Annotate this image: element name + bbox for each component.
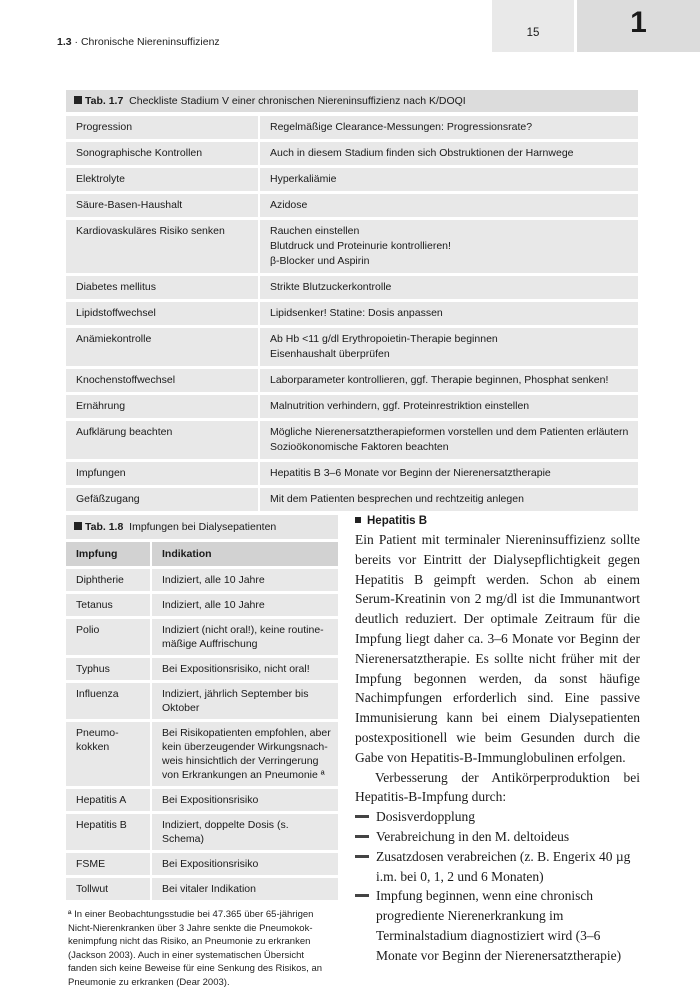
cell-line: Malnutrition verhindern, ggf. Proteinrestriktion einstellen bbox=[270, 400, 530, 412]
table-row bbox=[66, 459, 638, 485]
cell-line: kokken bbox=[76, 741, 110, 753]
cell-line: Polio bbox=[76, 624, 100, 636]
table-row bbox=[66, 418, 638, 459]
cell-line: Nicht-Nierenkranken über 3 Jahre senkte die Pneumokok- bbox=[68, 922, 313, 934]
table-row bbox=[66, 273, 638, 299]
cell-line: Indiziert, jährlich September bis bbox=[162, 688, 309, 700]
cell-line: Azidose bbox=[270, 199, 308, 211]
cell-line: Bei Expositionsrisiko, nicht oral! bbox=[162, 663, 310, 675]
cell-line: Lipidsenker! Statine: Dosis anpassen bbox=[270, 307, 443, 319]
page-number-box bbox=[492, 0, 574, 52]
cell-line: Tetanus bbox=[76, 599, 113, 611]
cell-topic: Gefäßzugang bbox=[76, 493, 140, 505]
list-item-text: Impfung beginnen, wenn eine chronisch progrediente Nierenerkrankung im Terminalstadium diagnostiziert wird (3–6 Monate vor Beginn der Nierenersatztherapie) bbox=[376, 888, 622, 963]
table-row bbox=[66, 719, 338, 786]
section-number: 1.3 bbox=[57, 36, 72, 48]
column-header-indikation: Indikation bbox=[150, 542, 338, 566]
cell-line: Laborparameter kontrollieren, ggf. Therapie beginnen, Phosphat senken! bbox=[270, 374, 609, 386]
cell-line: Hepatitis B 3–6 Monate vor Beginn der Nierenersatztherapie bbox=[270, 467, 551, 479]
cell-topic: Ernährung bbox=[76, 400, 126, 412]
cell-indikation bbox=[150, 789, 338, 811]
cell-line: Strikte Blutzuckerkontrolle bbox=[270, 281, 392, 293]
page-number: 15 bbox=[526, 27, 540, 39]
table-row bbox=[66, 217, 638, 273]
cell-action bbox=[258, 328, 638, 366]
cell-topic: Progression bbox=[76, 121, 133, 133]
list-item-text: Dosisverdopplung bbox=[376, 809, 475, 825]
cell-line: Hepatitis A bbox=[76, 794, 127, 806]
table-body bbox=[66, 566, 338, 900]
table-row bbox=[66, 811, 338, 850]
cell-action bbox=[258, 168, 638, 191]
cell-impfung bbox=[66, 569, 150, 591]
dash-bullet-icon bbox=[355, 894, 369, 897]
cell-topic: Aufklärung beachten bbox=[76, 426, 173, 438]
section-title: Chronische Niereninsuffizienz bbox=[80, 36, 220, 48]
table-footnote bbox=[66, 908, 338, 989]
cell-line: Hyperkaliämie bbox=[270, 173, 337, 185]
cell-line: Bei vitaler Indikation bbox=[162, 883, 256, 895]
table-header-row bbox=[66, 539, 338, 566]
table-body bbox=[66, 112, 638, 511]
table-row bbox=[66, 655, 338, 680]
bullet-list bbox=[355, 807, 640, 965]
cell-topic: Säure-Basen-Haushalt bbox=[76, 199, 183, 211]
list-item-text: Verabreichung in den M. deltoideus bbox=[376, 828, 570, 844]
cell-line: Mögliche Nierenersatztherapieformen vorstellen und dem Patienten erläutern bbox=[270, 426, 629, 438]
table-row bbox=[66, 392, 638, 418]
cell-action bbox=[258, 462, 638, 485]
cell-topic: Lipidstoffwechsel bbox=[76, 307, 156, 319]
table-row bbox=[66, 566, 338, 591]
cell-line: Tollwut bbox=[76, 883, 109, 895]
table-row bbox=[66, 850, 338, 875]
cell-line: mäßige Auffrischung bbox=[162, 638, 258, 650]
table-title: Checkliste Stadium V einer chronischen Niereninsuffizienz nach K/DOQI bbox=[129, 95, 466, 107]
table-row bbox=[66, 191, 638, 217]
cell-indikation bbox=[150, 569, 338, 591]
cell-line: Sozioökonomische Faktoren beachten bbox=[270, 441, 449, 453]
cell-impfung bbox=[66, 658, 150, 680]
cell-impfung bbox=[66, 619, 150, 655]
cell-line: Pneumonie zu erkranken (Dear 2003). bbox=[68, 976, 230, 988]
cell-impfung bbox=[66, 594, 150, 616]
table-1-7 bbox=[66, 90, 638, 511]
cell-impfung bbox=[66, 722, 150, 786]
cell-indikation bbox=[150, 814, 338, 850]
cell-action bbox=[258, 220, 638, 273]
cell-action bbox=[258, 302, 638, 325]
cell-line: fanden sich keine Beweise für eine Senkung des Risikos, an bbox=[68, 963, 323, 974]
cell-action bbox=[258, 369, 638, 392]
cell-line: Bei Risikopatienten empfohlen, aber bbox=[162, 727, 331, 739]
table-row bbox=[66, 165, 638, 191]
cell-line: Pneumo- bbox=[76, 727, 119, 739]
cell-line: weis hinsichtlich der Verringerung bbox=[162, 755, 319, 767]
cell-impfung bbox=[66, 878, 150, 900]
cell-line: Typhus bbox=[76, 663, 110, 675]
body-text-column bbox=[355, 512, 640, 966]
cell-action bbox=[258, 488, 638, 511]
table-row bbox=[66, 139, 638, 165]
table-row bbox=[66, 116, 638, 139]
cell-impfung bbox=[66, 853, 150, 875]
cell-line: Bei Expositionsrisiko bbox=[162, 794, 259, 806]
cell-action bbox=[258, 116, 638, 139]
table-marker-icon bbox=[74, 522, 82, 530]
list-item bbox=[355, 886, 640, 965]
cell-line: kein überzeugender Wirkungsnach- bbox=[162, 741, 328, 753]
cell-line: FSME bbox=[76, 858, 106, 870]
cell-line: von Erkrankungen an Pneumonie ª bbox=[162, 769, 325, 781]
dash-bullet-icon bbox=[355, 835, 369, 838]
table-marker-icon bbox=[74, 96, 82, 104]
table-row bbox=[66, 786, 338, 811]
cell-topic: Sonographische Kontrollen bbox=[76, 147, 203, 159]
cell-line: Indiziert, alle 10 Jahre bbox=[162, 574, 265, 586]
cell-topic: Anämiekontrolle bbox=[76, 333, 152, 345]
running-head: 1.3 · Chronische Niereninsuffizienz bbox=[57, 36, 220, 48]
cell-action bbox=[258, 142, 638, 165]
cell-topic: Kardiovaskuläres Risiko senken bbox=[76, 225, 225, 237]
table-row bbox=[66, 485, 638, 511]
table-row bbox=[66, 299, 638, 325]
paragraph: Verbesserung der Antikörperproduktion bei Hepatitis-B-Impfung durch: bbox=[355, 769, 640, 805]
cell-line: Bei Expositionsrisiko bbox=[162, 858, 259, 870]
table-row bbox=[66, 680, 338, 719]
cell-action bbox=[258, 276, 638, 299]
cell-indikation bbox=[150, 619, 338, 655]
cell-line: Indiziert, doppelte Dosis (s. Schema) bbox=[162, 819, 289, 845]
cell-action bbox=[258, 395, 638, 418]
cell-indikation bbox=[150, 658, 338, 680]
list-item-text: Zusatzdosen verabreichen (z. B. Engerix 40 µg i.m. bei 0, 1, 2 und 6 Monaten) bbox=[376, 848, 631, 884]
cell-line: Diphtherie bbox=[76, 574, 124, 586]
table-row bbox=[66, 616, 338, 655]
chapter-number: 1 bbox=[630, 6, 647, 39]
list-item bbox=[355, 827, 640, 847]
cell-impfung bbox=[66, 789, 150, 811]
table-row bbox=[66, 875, 338, 900]
cell-topic: Knochenstoffwechsel bbox=[76, 374, 176, 386]
page-header bbox=[0, 0, 700, 52]
cell-indikation bbox=[150, 878, 338, 900]
cell-line: Regelmäßige Clearance-Messungen: Progressionsrate? bbox=[270, 121, 533, 133]
cell-line: Indiziert (nicht oral!), keine routine- bbox=[162, 624, 324, 636]
section-heading bbox=[355, 512, 640, 530]
cell-line: Hepatitis B bbox=[76, 819, 127, 831]
cell-line: Eisenhaushalt überprüfen bbox=[270, 348, 390, 360]
cell-action bbox=[258, 421, 638, 459]
cell-action bbox=[258, 194, 638, 217]
cell-line: β-Blocker und Aspirin bbox=[270, 255, 370, 267]
table-label: Tab. 1.8 bbox=[85, 521, 124, 533]
cell-impfung bbox=[66, 683, 150, 719]
dash-bullet-icon bbox=[355, 855, 369, 858]
table-caption bbox=[66, 90, 638, 112]
list-item bbox=[355, 847, 640, 887]
cell-indikation bbox=[150, 722, 338, 786]
column-header-impfung: Impfung bbox=[76, 548, 118, 560]
cell-line: (Jackson 2003). Auch in einer systematischen Übersicht bbox=[68, 949, 305, 961]
table-caption bbox=[66, 515, 338, 539]
cell-indikation bbox=[150, 683, 338, 719]
heading-square-icon bbox=[355, 517, 361, 523]
cell-line: kenimpfung nicht das Risiko, an Pneumonie zu erkranken bbox=[68, 936, 311, 947]
cell-line: Influenza bbox=[76, 688, 119, 700]
cell-indikation bbox=[150, 594, 338, 616]
cell-indikation bbox=[150, 853, 338, 875]
table-row bbox=[66, 591, 338, 616]
cell-line: Indiziert, alle 10 Jahre bbox=[162, 599, 265, 611]
cell-line: Oktober bbox=[162, 702, 200, 714]
table-label: Tab. 1.7 bbox=[85, 95, 124, 107]
cell-line: Rauchen einstellen bbox=[270, 225, 360, 237]
table-1-8 bbox=[66, 515, 338, 989]
cell-topic: Impfungen bbox=[76, 467, 126, 479]
chapter-tab bbox=[577, 0, 700, 52]
table-row bbox=[66, 366, 638, 392]
cell-line: Mit dem Patienten besprechen und rechtzeitig anlegen bbox=[270, 493, 524, 505]
cell-impfung bbox=[66, 814, 150, 850]
heading-text: Hepatitis B bbox=[367, 515, 428, 527]
cell-line: Auch in diesem Stadium finden sich Obstruktionen der Harnwege bbox=[270, 147, 574, 159]
list-item bbox=[355, 807, 640, 827]
paragraph: Ein Patient mit terminaler Niereninsuffizienz sollte bereits vor Eintritt der Dialysepflichtigkeit gegen Hepatitis B geimpft werden. Schon ab einem Serum-Kreatinin von 2 mg/dl ist die Immunantwort deutlich reduziert. Der optimale Zeitraum für die Impfung liegt daher ca. 3–6 Monate vor Beginn der Nierenersatztherapie. Es sollte nicht früher mit der Impfung begonnen werden, da sonst häufige Nachimpfungen erforderlich sind. Eine passive Immunisierung kann bei einem Dialysepatienten postexpositionell wie beim Gesunden durch die Gabe von Hepatitis-B-Immunglobulinen erfolgen. bbox=[355, 532, 640, 765]
cell-topic: Elektrolyte bbox=[76, 173, 126, 185]
cell-topic: Diabetes mellitus bbox=[76, 281, 156, 293]
cell-line: ª In einer Beobachtungsstudie bei 47.365 über 65-jährigen bbox=[68, 909, 314, 920]
cell-line: Ab Hb <11 g/dl Erythropoietin-Therapie beginnen bbox=[270, 333, 498, 345]
cell-line: Blutdruck und Proteinurie kontrollieren! bbox=[270, 240, 451, 252]
table-row bbox=[66, 325, 638, 366]
table-title: Impfungen bei Dialysepatienten bbox=[129, 521, 277, 533]
dash-bullet-icon bbox=[355, 815, 369, 818]
